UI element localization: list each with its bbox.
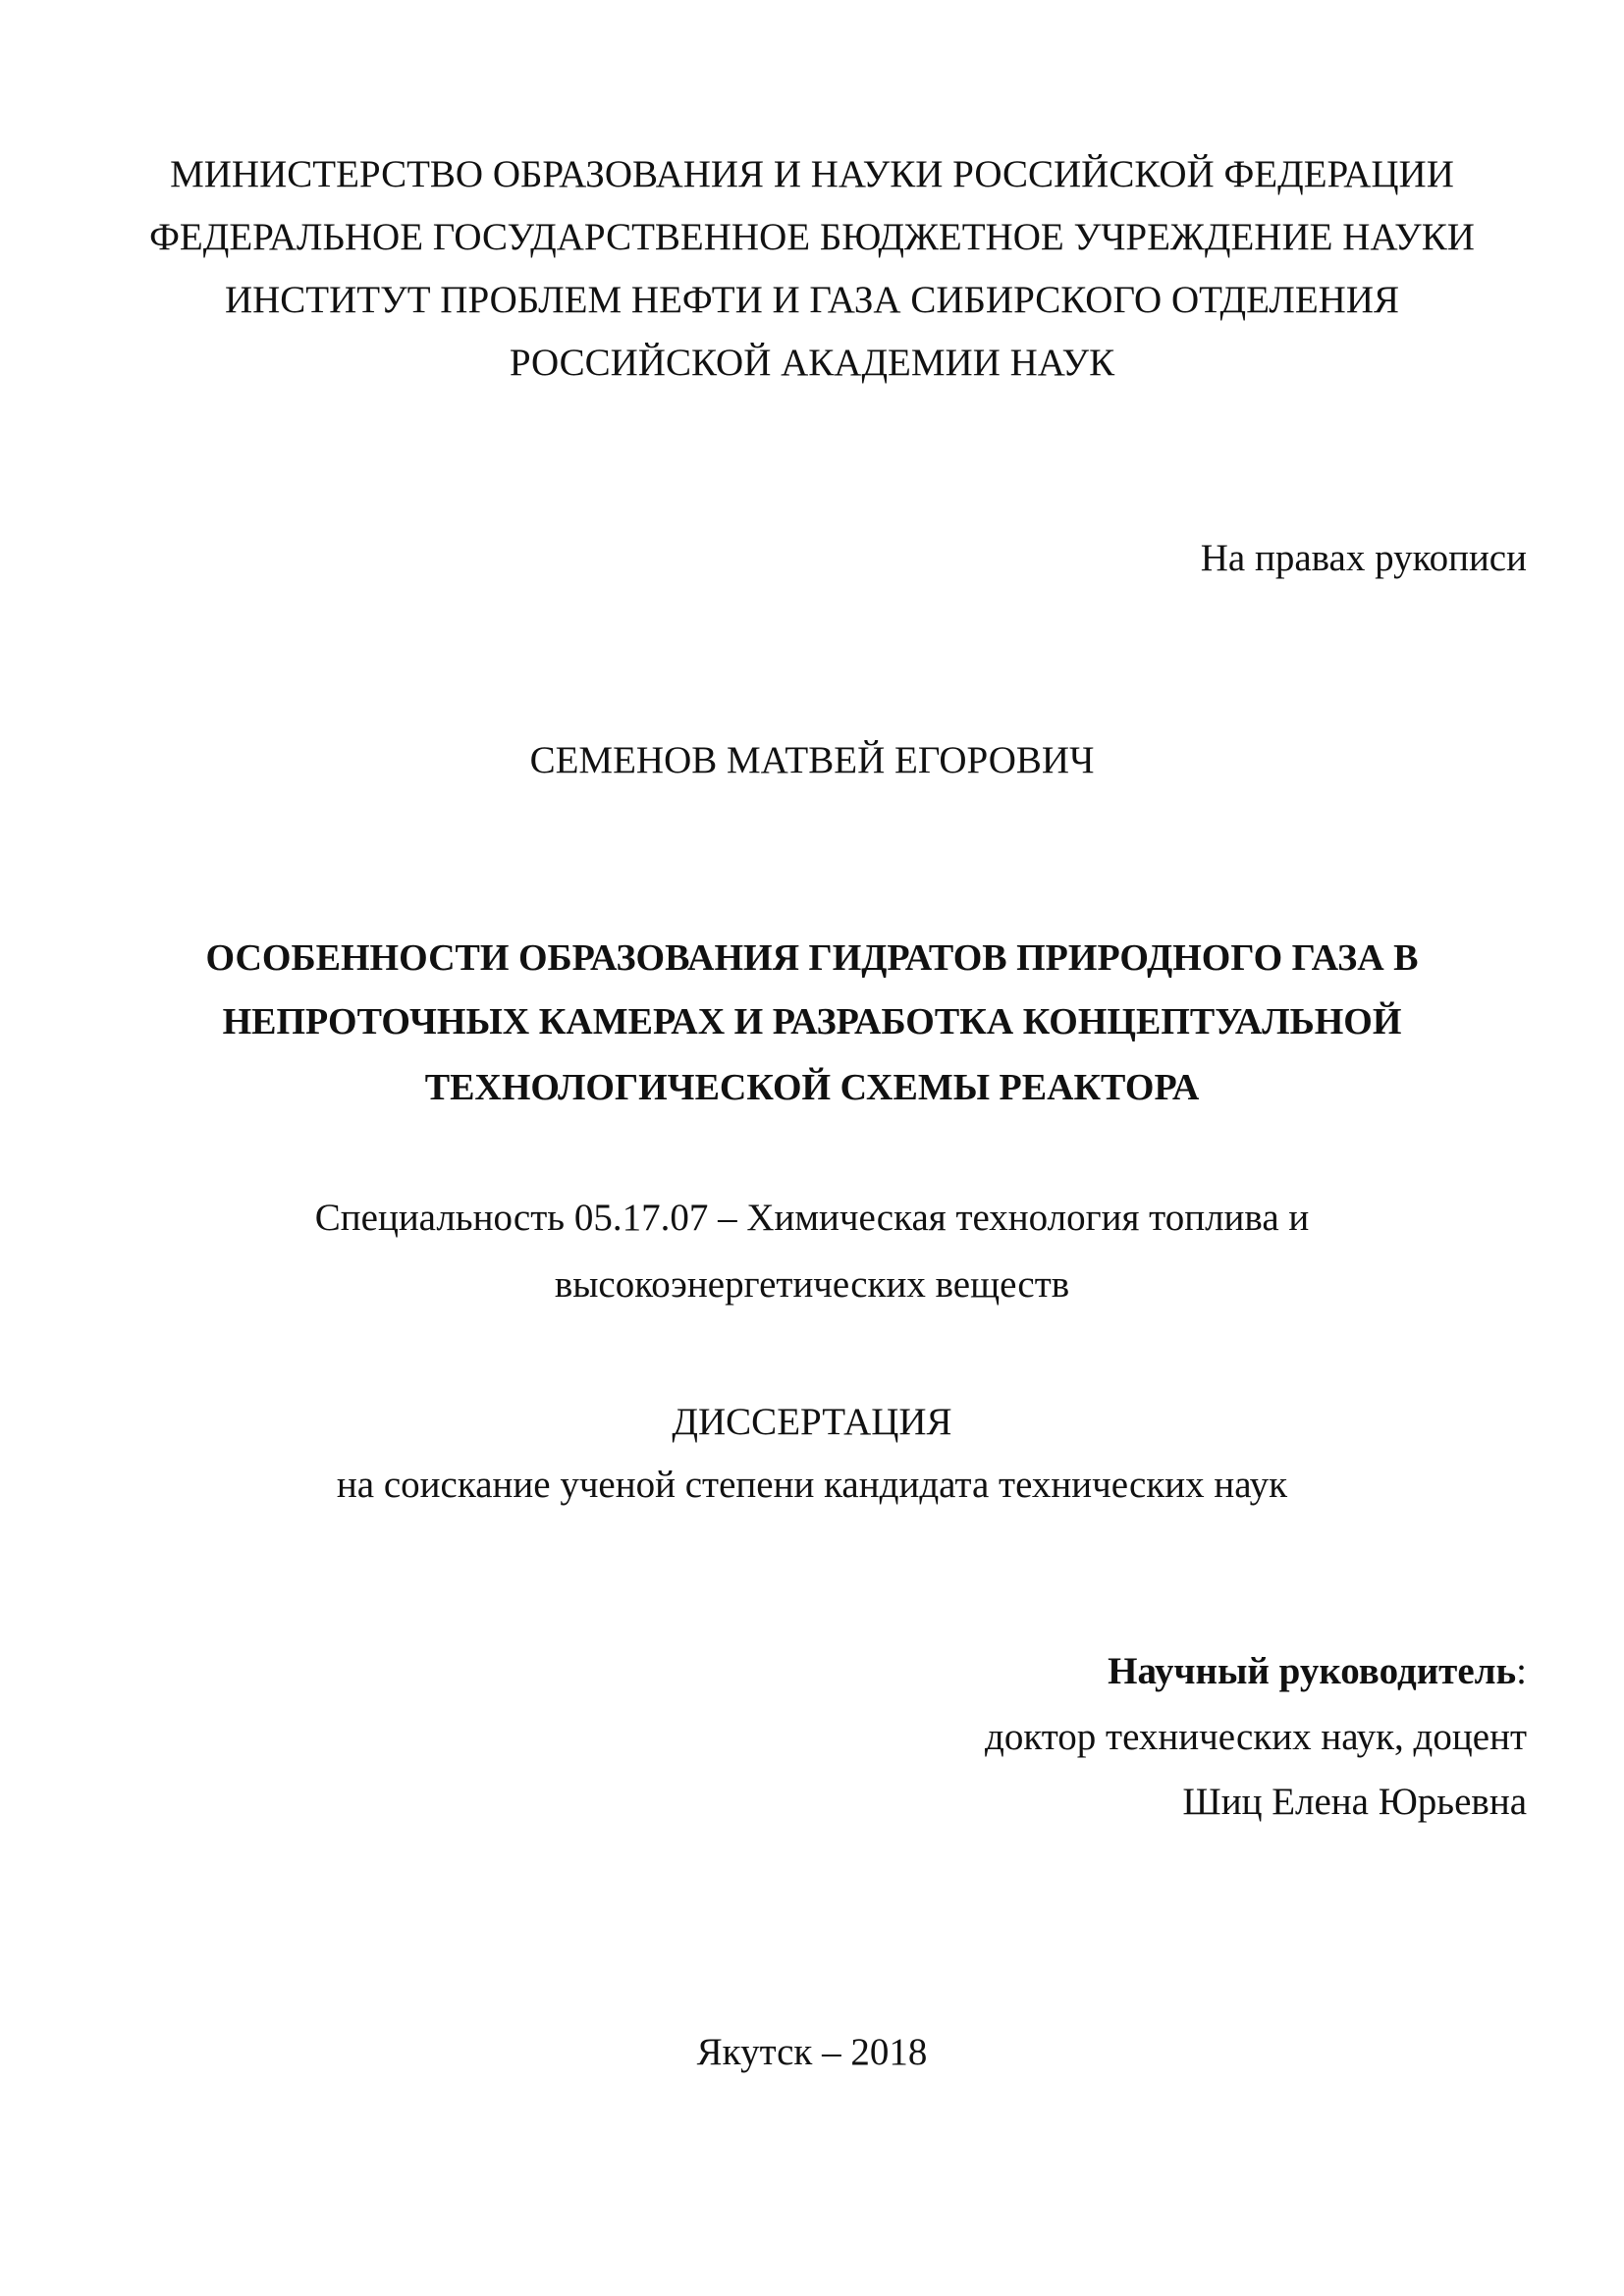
supervisor-heading-row <box>1108 1652 1527 1690</box>
manuscript-note: На правах рукописи <box>1200 537 1527 579</box>
ministry-line: МИНИСТЕРСТВО ОБРАЗОВАНИЯ И НАУКИ РОССИЙСКОЙ ФЕДЕРАЦИИ <box>170 153 1454 195</box>
supervisor-colon: : <box>1516 1650 1527 1692</box>
work-type: ДИССЕРТАЦИЯ <box>672 1401 952 1443</box>
author-name: СЕМЕНОВ МАТВЕЙ ЕГОРОВИЧ <box>529 739 1095 781</box>
institute-name-line: ИНСТИТУТ ПРОБЛЕМ НЕФТИ И ГАЗА СИБИРСКОГО ОТДЕЛЕНИЯ <box>224 279 1400 321</box>
city-year: Якутск – 2018 <box>696 2031 928 2073</box>
specialty-line-2: высокоэнергетических веществ <box>554 1263 1070 1306</box>
thesis-title-line-2: НЕПРОТОЧНЫХ КАМЕРАХ И РАЗРАБОТКА КОНЦЕПТУАЛЬНОЙ <box>222 1001 1402 1042</box>
specialty-line-1: Специальность 05.17.07 – Химическая технология топлива и <box>314 1197 1310 1239</box>
supervisor-heading: Научный руководитель <box>1108 1650 1517 1692</box>
academy-line: РОССИЙСКОЙ АКАДЕМИИ НАУК <box>509 342 1115 384</box>
thesis-title-line-1: ОСОБЕННОСТИ ОБРАЗОВАНИЯ ГИДРАТОВ ПРИРОДНОГО ГАЗА В <box>205 937 1419 979</box>
thesis-title-line-3: ТЕХНОЛОГИЧЕСКОЙ СХЕМЫ РЕАКТОРА <box>424 1067 1200 1108</box>
supervisor-name: Шиц Елена Юрьевна <box>1182 1781 1527 1823</box>
degree-line: на соискание ученой степени кандидата технических наук <box>336 1464 1288 1506</box>
institution-type-line: ФЕДЕРАЛЬНОЕ ГОСУДАРСТВЕННОЕ БЮДЖЕТНОЕ УЧРЕЖДЕНИЕ НАУКИ <box>149 216 1475 258</box>
supervisor-credentials: доктор технических наук, доцент <box>985 1716 1527 1758</box>
